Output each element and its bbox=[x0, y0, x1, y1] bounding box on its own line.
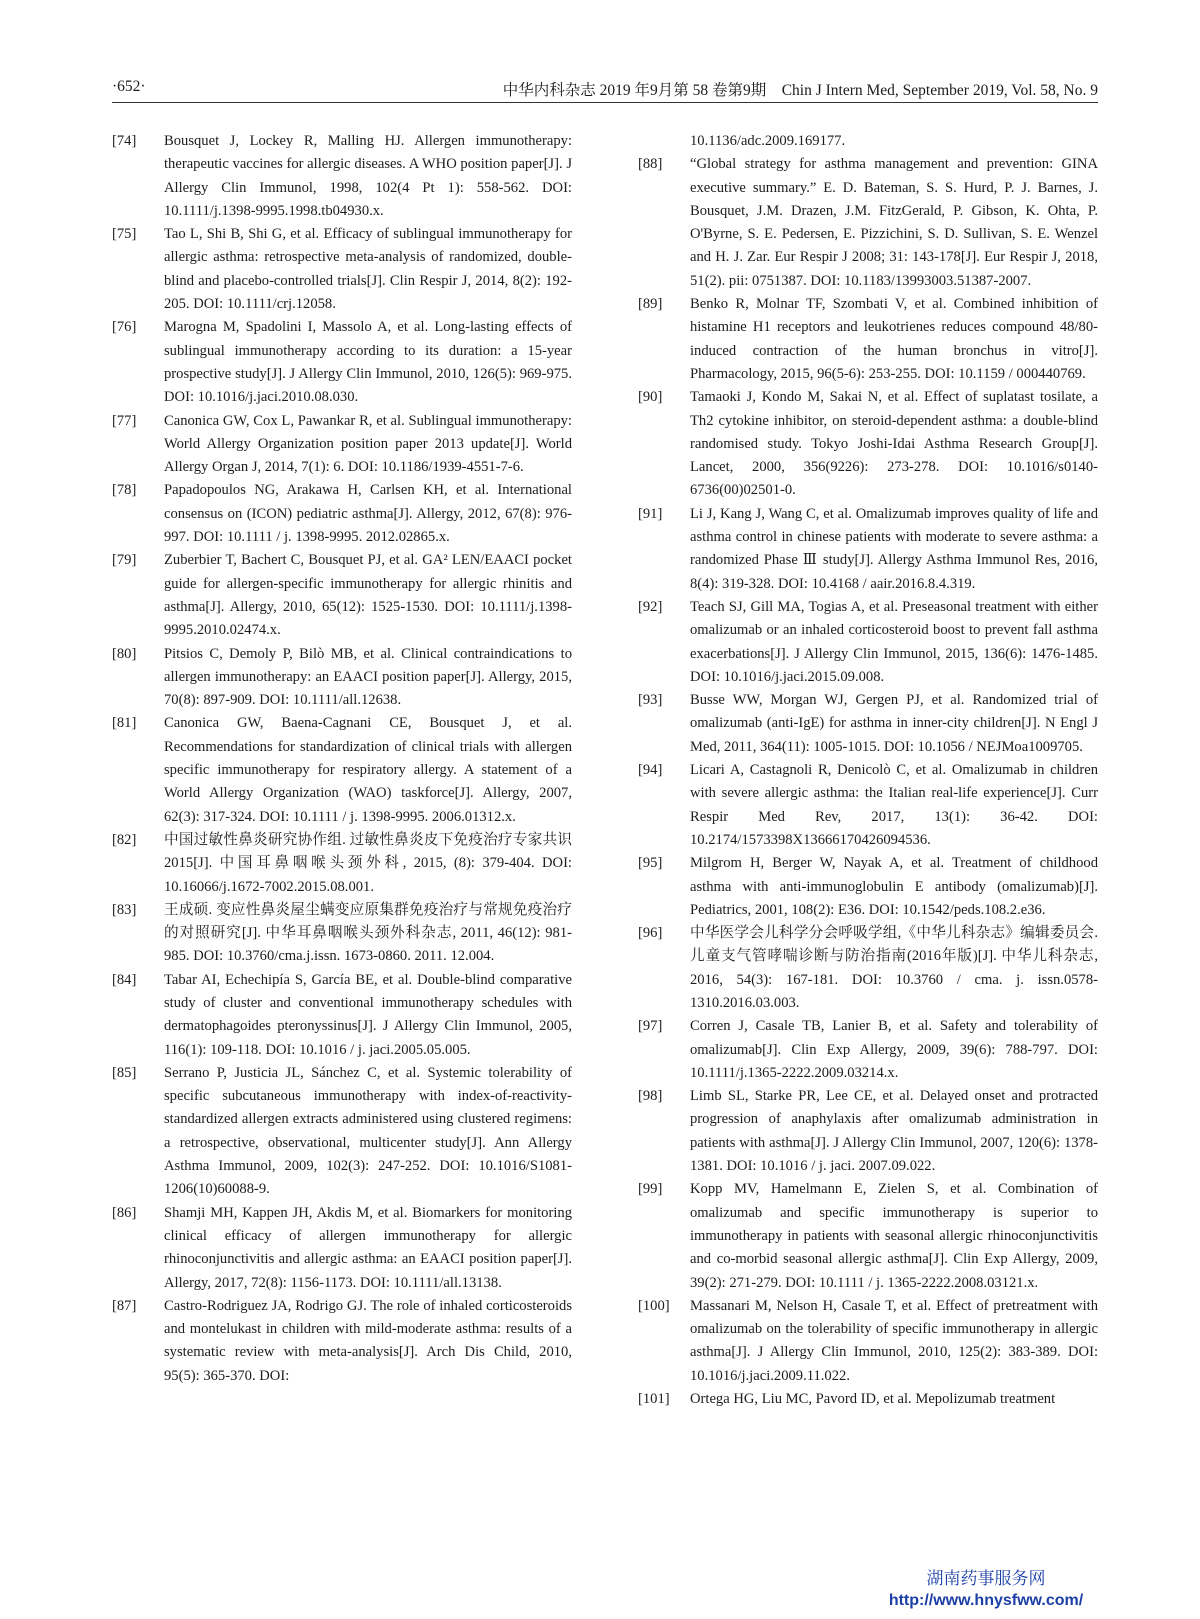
reference-text: Busse WW, Morgan WJ, Gergen PJ, et al. Randomized trial of omalizumab (anti-IgE) for asthma in inner-city children[J]. N Engl J Med, 2011, 364(11): 1005-1015. DOI: 10.1056 / NEJMoa1009705. bbox=[690, 692, 1098, 755]
reference-number: [90] bbox=[638, 389, 663, 406]
reference-entry bbox=[638, 153, 1098, 293]
reference-number: [99] bbox=[638, 1181, 663, 1198]
reference-number: [88] bbox=[638, 156, 663, 173]
site-watermark bbox=[868, 1568, 1104, 1612]
reference-entry bbox=[112, 223, 572, 316]
reference-entry bbox=[112, 130, 572, 223]
reference-text: Castro-Rodriguez JA, Rodrigo GJ. The role of inhaled corticosteroids and montelukast in children with mild-moderate asthma: results of a systematic review with meta-analysis[J]. Arch Dis Child, 2010, 95(5): 365-370. DOI: bbox=[164, 1297, 572, 1384]
reference-number: [98] bbox=[638, 1088, 663, 1105]
reference-number: [100] bbox=[638, 1297, 670, 1314]
reference-entry bbox=[638, 922, 1098, 1015]
reference-number: [81] bbox=[112, 715, 137, 732]
left-reference-column bbox=[112, 130, 572, 1388]
reference-number: [75] bbox=[112, 226, 137, 243]
reference-text: Massanari M, Nelson H, Casale T, et al. Effect of pretreatment with omalizumab on the tolerability of specific immunotherapy in allergic asthma[J]. J Allergy Clin Immunol, 2010, 125(2): 383-389. DOI: 10.1016/j.jaci.2009.11.022. bbox=[690, 1297, 1098, 1384]
right-reference-column bbox=[638, 130, 1098, 1411]
reference-entry bbox=[112, 829, 572, 899]
reference-text: Tamaoki J, Kondo M, Sakai N, et al. Effect of suplatast tosilate, a Th2 cytokine inhibitor, on steroid-dependent asthma: a double-blind randomised study. Tokyo Joshi-Idai Asthma Research Group[J]. Lancet, 2000, 356(9226): 273-278. DOI: 10.1016/s0140-6736(00)02501-0. bbox=[690, 389, 1098, 499]
watermark-url: http://www.hnysfww.com/ bbox=[888, 1592, 1084, 1609]
reference-text: 王成硕. 变应性鼻炎屋尘螨变应原集群免疫治疗与常规免疫治疗的对照研究[J]. 中华耳鼻咽喉头颈外科杂志, 2011, 46(12): 981-985. DOI: 10.3760/cma.j.issn. 1673-0860. 2011. 12.004. bbox=[164, 901, 572, 965]
reference-text: Limb SL, Starke PR, Lee CE, et al. Delayed onset and protracted progression of anaphylaxis after omalizumab administration in patients with asthma[J]. J Allergy Clin Immunol, 2007, 120(6): 1378-1381. DOI: 10.1016 / j. jaci. 2007.09.022. bbox=[690, 1088, 1098, 1175]
reference-text: Milgrom H, Berger W, Nayak A, et al. Treatment of childhood asthma with anti-immunoglobulin E antibody (omalizumab)[J]. Pediatrics, 2001, 108(2): E36. DOI: 10.1542/peds.108.2.e36. bbox=[690, 855, 1098, 918]
reference-text: 中华医学会儿科学分会呼吸学组,《中华儿科杂志》编辑委员会. 儿童支气管哮喘诊断与防治指南(2016年版)[J]. 中华儿科杂志, 2016, 54(3): 167-181. DOI: 10.3760 / cma. j. issn.0578-1310.2016.03.003. bbox=[690, 925, 1098, 1011]
reference-text: Tabar AI, Echechipía S, García BE, et al. Double-blind comparative study of cluster and conventional immunotherapy schedules with dermatophagoides pteronyssinus[J]. J Allergy Clin Immunol, 2005, 116(1): 109-118. DOI: 10.1016 / j. jaci.2005.05.005. bbox=[164, 971, 572, 1058]
reference-entry bbox=[112, 899, 572, 969]
reference-entry bbox=[112, 969, 572, 1062]
reference-text: Canonica GW, Cox L, Pawankar R, et al. Sublingual immunotherapy: World Allergy Organization position paper 2013 update[J]. World Allergy Organ J, 2014, 7(1): 6. DOI: 10.1186/1939-4551-7-6. bbox=[164, 412, 572, 476]
reference-text: Serrano P, Justicia JL, Sánchez C, et al. Systemic tolerability of specific subcutaneous immunotherapy with index-of-reactivity-standardized allergen extracts administered using clustered regimens: a retrospective, observational, multicenter study[J]. Ann Allergy Asthma Immunol, 2009, 102(3): 247-252. DOI: 10.1016/S1081-1206(10)60088-9. bbox=[164, 1064, 572, 1198]
reference-number: [96] bbox=[638, 925, 663, 942]
reference-text: Kopp MV, Hamelmann E, Zielen S, et al. Combination of omalizumab and specific immunotherapy is superior to immunotherapy in patients with seasonal allergic rhinoconjunctivitis and co-morbid seasonal allergic asthma[J]. Clin Exp Allergy, 2009, 39(2): 271-279. DOI: 10.1111 / j. 1365-2222.2008.03121.x. bbox=[690, 1181, 1098, 1291]
reference-number: [87] bbox=[112, 1297, 137, 1314]
reference-entry bbox=[112, 549, 572, 642]
reference-text: Zuberbier T, Bachert C, Bousquet PJ, et al. GA² LEN/EAACI pocket guide for allergen-specific immunotherapy for allergic rhinitis and asthma[J]. Allergy, 2010, 65(12): 1525-1530. DOI: 10.1111/j.1398-9995.2010.02474.x. bbox=[164, 552, 572, 639]
reference-entry bbox=[638, 1388, 1098, 1411]
reference-number: [82] bbox=[112, 831, 137, 848]
reference-entry bbox=[112, 1295, 572, 1388]
watermark-site-name: 湖南药事服务网 bbox=[926, 1569, 1046, 1588]
reference-text: Ortega HG, Liu MC, Pavord ID, et al. Mepolizumab treatment bbox=[690, 1391, 1056, 1408]
reference-number: [76] bbox=[112, 319, 137, 336]
reference-number: [97] bbox=[638, 1018, 663, 1035]
reference-entry bbox=[638, 503, 1098, 596]
running-header bbox=[112, 74, 1098, 103]
reference-number: [77] bbox=[112, 412, 137, 429]
reference-entry bbox=[638, 1178, 1098, 1294]
reference-number: [95] bbox=[638, 855, 663, 872]
reference-number: [83] bbox=[112, 901, 137, 918]
reference-number: [93] bbox=[638, 692, 663, 709]
reference-text: Benko R, Molnar TF, Szombati V, et al. Combined inhibition of histamine H1 receptors and leukotrienes reduces compound 48/80-induced contraction of the human bronchus in vitro[J]. Pharmacology, 2015, 96(5-6): 253-255. DOI: 10.1159 / 000440769. bbox=[690, 296, 1098, 382]
reference-text: Licari A, Castagnoli R, Denicolò C, et al. Omalizumab in children with severe allergic asthma: the Italian real-life experience[J]. Curr Respir Med Rev, 2017, 13(1): 36-42. DOI: 10.2174/1573398X13666170426094536. bbox=[690, 762, 1098, 848]
reference-number: [84] bbox=[112, 971, 137, 988]
reference-entry bbox=[638, 852, 1098, 922]
page-number: ·652· bbox=[112, 78, 146, 95]
reference-entry bbox=[638, 386, 1098, 502]
reference-number: [78] bbox=[112, 482, 137, 499]
reference-entry bbox=[638, 1015, 1098, 1085]
reference-entry bbox=[112, 712, 572, 828]
reference-text: Papadopoulos NG, Arakawa H, Carlsen KH, et al. International consensus on (ICON) pediatric asthma[J]. Allergy, 2012, 67(8): 976-997. DOI: 10.1111 / j. 1398-9995. 2012.02865.x. bbox=[164, 482, 572, 546]
reference-text: Tao L, Shi B, Shi G, et al. Efficacy of sublingual immunotherapy for allergic asthma: retrospective meta-analysis of randomized, double-blind and placebo-controlled trials[J]. Clin Respir J, 2014, 8(2): 192-205. DOI: 10.1111/crj.12058. bbox=[164, 226, 572, 313]
reference-text: Li J, Kang J, Wang C, et al. Omalizumab improves quality of life and asthma control in chinese patients with moderate to severe asthma: a randomized Phase Ⅲ study[J]. Allergy Asthma Immunol Res, 2016, 8(4): 319-328. DOI: 10.4168 / aair.2016.8.4.319. bbox=[690, 505, 1098, 592]
reference-entry bbox=[638, 689, 1098, 759]
reference-text: Pitsios C, Demoly P, Bilò MB, et al. Clinical contraindications to allergen immunotherapy: an EAACI position paper[J]. Allergy, 2015, 70(8): 897-909. DOI: 10.1111/all.12638. bbox=[164, 645, 572, 709]
reference-number: [92] bbox=[638, 598, 663, 615]
reference-entry bbox=[112, 410, 572, 480]
reference-entry bbox=[112, 1062, 572, 1202]
reference-entry bbox=[638, 293, 1098, 386]
reference-entry bbox=[638, 759, 1098, 852]
reference-number: [89] bbox=[638, 296, 663, 313]
reference-text: “Global strategy for asthma management and prevention: GINA executive summary.” E. D. Bateman, S. S. Hurd, P. J. Barnes, J. Bousquet, J.M. Drazen, J.M. FitzGerald, P. Gibson, K. Ohta, P. O'Byrne, S. E. Pedersen, E. Pizzichini, S. D. Sullivan, S. E. Wenzel and H. J. Zar. Eur Respir J 2008; 31: 143-178[J]. Eur Respir J, 2018, 51(2). pii: 0751387. DOI: 10.1183/13993003.51387-2007. bbox=[690, 156, 1098, 289]
reference-entry bbox=[112, 1202, 572, 1295]
reference-text: Marogna M, Spadolini I, Massolo A, et al. Long-lasting effects of sublingual immunotherapy according to its duration: a 15-year prospective study[J]. J Allergy Clin Immunol, 2010, 126(5): 969-975. DOI: 10.1016/j.jaci.2010.08.030. bbox=[164, 319, 572, 406]
reference-number: [74] bbox=[112, 133, 137, 149]
continued-reference-text: 10.1136/adc.2009.169177. bbox=[690, 133, 846, 149]
reference-number: [80] bbox=[112, 645, 137, 662]
journal-info: 中华内科杂志 2019 年9月第 58 卷第9期 Chin J Intern Med, September 2019, Vol. 58, No. 9 bbox=[502, 82, 1098, 99]
reference-entry bbox=[638, 1085, 1098, 1178]
reference-text: 中国过敏性鼻炎研究协作组. 过敏性鼻炎皮下免疫治疗专家共识2015[J]. 中国耳鼻咽喉头颈外科, 2015, (8): 379-404. DOI: 10.16066/j.1672-7002.2015.08.001. bbox=[164, 831, 572, 895]
reference-number: [79] bbox=[112, 552, 137, 569]
reference-number: [91] bbox=[638, 505, 663, 522]
reference-text: Bousquet J, Lockey R, Malling HJ. Allergen immunotherapy: therapeutic vaccines for allergic diseases. A WHO position paper[J]. J Allergy Clin Immunol, 1998, 102(4 Pt 1): 558-562. DOI: 10.1111/j.1398-9995.1998.tb04930.x. bbox=[164, 133, 572, 219]
reference-number: [101] bbox=[638, 1391, 670, 1408]
reference-entry bbox=[112, 316, 572, 409]
reference-entry bbox=[112, 643, 572, 713]
reference-number: [85] bbox=[112, 1064, 137, 1081]
reference-text: Shamji MH, Kappen JH, Akdis M, et al. Biomarkers for monitoring clinical efficacy of allergen immunotherapy for allergic rhinoconjunctivitis and allergic asthma: an EAACI position paper[J]. Allergy, 2017, 72(8): 1156-1173. DOI: 10.1111/all.13138. bbox=[164, 1204, 572, 1291]
reference-text: Corren J, Casale TB, Lanier B, et al. Safety and tolerability of omalizumab[J]. Clin Exp Allergy, 2009, 39(6): 788-797. DOI: 10.1111/j.1365-2222.2009.03214.x. bbox=[690, 1018, 1098, 1081]
reference-entry bbox=[638, 596, 1098, 689]
reference-number: [86] bbox=[112, 1204, 137, 1221]
reference-text: Teach SJ, Gill MA, Togias A, et al. Preseasonal treatment with either omalizumab or an inhaled corticosteroid boost to prevent fall asthma exacerbations[J]. J Allergy Clin Immunol, 2015, 136(6): 1476-1485. DOI: 10.1016/j.jaci.2015.09.008. bbox=[690, 598, 1098, 685]
reference-text: Canonica GW, Baena-Cagnani CE, Bousquet J, et al. Recommendations for standardization of clinical trials with allergen specific immunotherapy for respiratory allergy. A statement of a World Allergy Organization (WAO) taskforce[J]. Allergy, 2007, 62(3): 317-324. DOI: 10.1111 / j. 1398-9995. 2006.01312.x. bbox=[164, 715, 572, 825]
reference-entry bbox=[638, 1295, 1098, 1388]
reference-entry bbox=[112, 479, 572, 549]
reference-number: [94] bbox=[638, 762, 663, 779]
